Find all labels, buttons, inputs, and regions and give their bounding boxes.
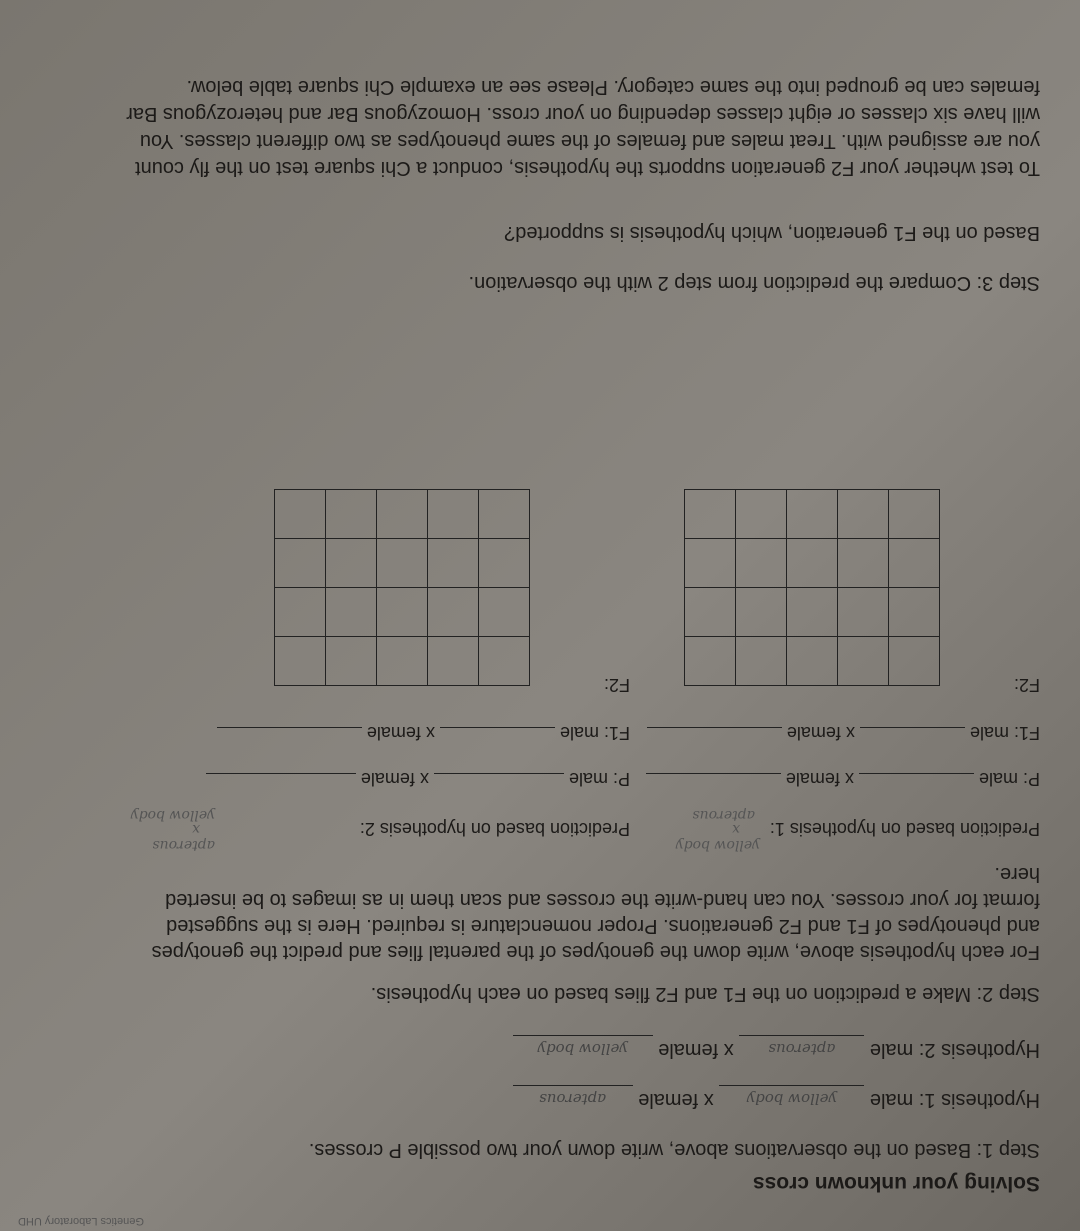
prediction-2-f2-label: F2: <box>603 675 630 695</box>
punnett-cell[interactable] <box>889 490 940 539</box>
punnett-cell[interactable] <box>377 637 428 686</box>
prediction-1-p-female-field[interactable] <box>646 773 781 774</box>
page-header-text: Genetics Laboratory UHD <box>18 1215 144 1227</box>
prediction-2-p-female: x female <box>360 769 429 789</box>
hypothesis-1-prefix: Hypothesis 1: male <box>869 1089 1040 1111</box>
prediction-2-parent-cross <box>206 768 630 789</box>
prediction-1-f1-female-field[interactable] <box>647 727 782 728</box>
punnett-cell[interactable] <box>889 637 940 686</box>
hypothesis-1-female-answer: apterous <box>539 1090 607 1108</box>
punnett-cell[interactable] <box>377 490 428 539</box>
punnett-cell[interactable] <box>275 490 326 539</box>
hypothesis-2-male-field[interactable] <box>739 1035 864 1063</box>
punnett-cell[interactable] <box>326 539 377 588</box>
hypothesis-1-female-field[interactable] <box>513 1085 633 1113</box>
hypothesis-1-male-answer: yellow body <box>746 1090 838 1108</box>
prediction-2-f1-male-field[interactable] <box>440 727 555 728</box>
punnett-cell[interactable] <box>736 588 787 637</box>
page-title: Solving your unknown cross <box>752 1172 1040 1195</box>
prediction-2-f1-cross <box>217 722 630 743</box>
prediction-2-p-male-field[interactable] <box>434 773 564 774</box>
prediction-2-p-male: P: male <box>568 769 630 789</box>
punnett-cell[interactable] <box>377 588 428 637</box>
prediction-1-note: yellow body <box>675 837 760 853</box>
prediction-2-label: Prediction based on hypothesis 2: <box>359 819 630 839</box>
punnett-cell[interactable] <box>787 637 838 686</box>
punnett-cell[interactable] <box>479 637 530 686</box>
prediction-1-note: x <box>732 821 740 837</box>
hypothesis-2-line <box>513 1035 1040 1063</box>
prediction-2-note: apterous <box>152 837 215 853</box>
step2-instruction-line: and phenotypes of F1 and F2 generations. Proper nomenclature is required. Here is the suggested <box>166 915 1040 937</box>
punnett-cell[interactable] <box>838 588 889 637</box>
prediction-1-label: Prediction based on hypothesis 1: <box>769 819 1040 839</box>
hypothesis-1-mid: x female <box>638 1089 714 1111</box>
prediction-1-p-male: P: male <box>978 769 1040 789</box>
punnett-cell[interactable] <box>479 588 530 637</box>
punnett-cell[interactable] <box>326 490 377 539</box>
punnett-cell[interactable] <box>685 539 736 588</box>
step2-heading: Step 2: Make a prediction on the F1 and F2 flies based on each hypothesis. <box>370 983 1040 1005</box>
step2-instruction-line: format for your crosses. You can hand-write the crosses and scan them in as images to be inserted <box>165 889 1040 911</box>
prediction-2-f1-female: x female <box>366 723 435 743</box>
step2-instruction-line: For each hypothesis above, write down the genotypes of the parental flies and predict the genotypes <box>151 941 1040 963</box>
punnett-cell[interactable] <box>428 588 479 637</box>
punnett-cell[interactable] <box>428 490 479 539</box>
prediction-1-f1-female: x female <box>786 723 855 743</box>
punnett-cell[interactable] <box>685 490 736 539</box>
prediction-2-note: yellow body <box>130 807 215 823</box>
punnett-cell[interactable] <box>275 539 326 588</box>
punnett-cell[interactable] <box>889 588 940 637</box>
hypothesis-2-mid: x female <box>658 1039 734 1061</box>
hypothesis-2-female-answer: yellow body <box>537 1040 628 1058</box>
prediction-2-f1-female-field[interactable] <box>217 727 362 728</box>
prediction-2-p-female-field[interactable] <box>206 773 356 774</box>
punnett-cell[interactable] <box>275 637 326 686</box>
punnett-cell[interactable] <box>377 539 428 588</box>
step1-text: Step 1: Based on the observations above, write down your two possible P crosses. <box>308 1139 1040 1161</box>
punnett-cell[interactable] <box>428 539 479 588</box>
hypothesis-1-male-field[interactable] <box>719 1085 864 1113</box>
punnett-cell[interactable] <box>736 637 787 686</box>
punnett-square-1 <box>684 489 940 686</box>
hypothesis-1-line <box>513 1085 1040 1113</box>
punnett-cell[interactable] <box>685 637 736 686</box>
punnett-cell[interactable] <box>326 637 377 686</box>
punnett-cell[interactable] <box>787 588 838 637</box>
prediction-1-f1-male: F1: male <box>969 723 1040 743</box>
prediction-1-p-male-field[interactable] <box>859 773 974 774</box>
punnett-cell[interactable] <box>479 539 530 588</box>
punnett-cell[interactable] <box>889 539 940 588</box>
punnett-cell[interactable] <box>838 637 889 686</box>
prediction-1-f1-male-field[interactable] <box>860 727 965 728</box>
punnett-cell[interactable] <box>838 490 889 539</box>
hypothesis-2-prefix: Hypothesis 2: male <box>869 1039 1040 1061</box>
punnett-cell[interactable] <box>787 490 838 539</box>
prediction-1-parent-cross <box>646 768 1040 789</box>
prediction-1-f2-label: F2: <box>1013 675 1040 695</box>
step3-heading: Step 3: Compare the prediction from step 2 with the observation. <box>468 272 1040 294</box>
punnett-cell[interactable] <box>736 490 787 539</box>
step2-instruction-line: here. <box>994 863 1040 885</box>
prediction-1-p-female: x female <box>785 769 854 789</box>
step3-paragraph-line: To test whether your F2 generation supports the hypothesis, conduct a Chi square test on the fly count <box>135 157 1040 179</box>
punnett-cell[interactable] <box>326 588 377 637</box>
punnett-cell[interactable] <box>428 637 479 686</box>
prediction-2-note: x <box>192 821 200 837</box>
punnett-cell[interactable] <box>685 588 736 637</box>
punnett-cell[interactable] <box>838 539 889 588</box>
punnett-cell[interactable] <box>479 490 530 539</box>
hypothesis-2-female-field[interactable] <box>513 1035 653 1063</box>
prediction-2-f1-male: F1: male <box>559 723 630 743</box>
step3-paragraph-line: will have six classes or eight classes depending on your cross. Homozygous Bar and heterozygous Bar <box>126 103 1040 125</box>
prediction-1-note: apterous <box>692 807 755 823</box>
punnett-cell[interactable] <box>736 539 787 588</box>
punnett-cell[interactable] <box>275 588 326 637</box>
hypothesis-2-male-answer: apterous <box>768 1040 836 1058</box>
step3-question: Based on the F1 generation, which hypothesis is supported? <box>504 222 1040 244</box>
punnett-square-2 <box>274 489 530 686</box>
prediction-1-f1-cross <box>647 722 1040 743</box>
step3-paragraph-line: females can be grouped into the same category. Please see an example Chi square table below. <box>186 76 1040 98</box>
step3-paragraph-line: you are assigned with. Treat males and females of the same phenotypes as two different classes. You <box>139 130 1040 152</box>
punnett-cell[interactable] <box>787 539 838 588</box>
